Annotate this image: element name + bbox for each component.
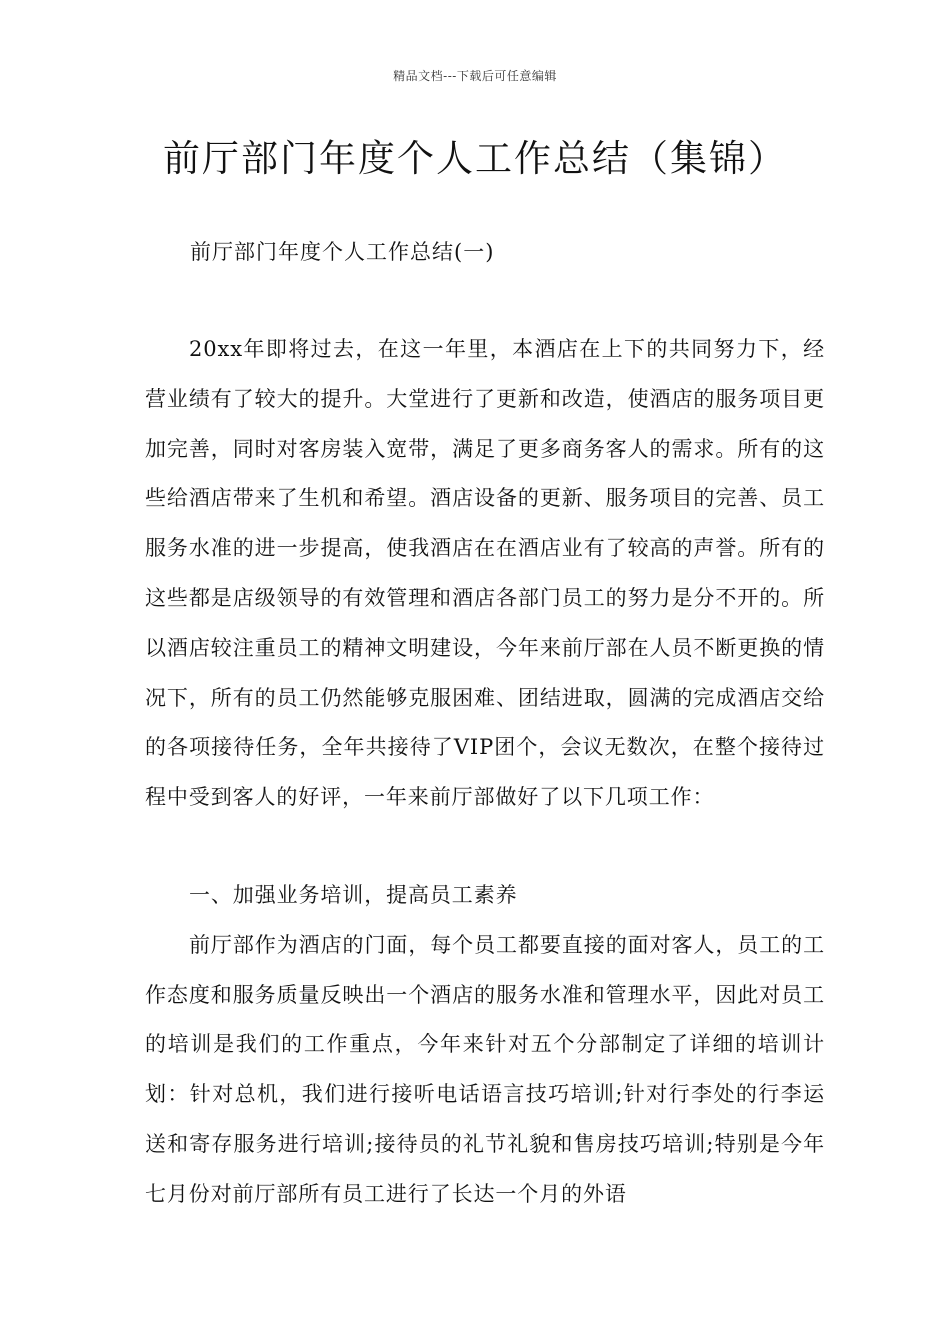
paragraph-heading-training: 一、加强业务培训，提高员工素养 (189, 883, 518, 907)
header-note: 精品文档---下载后可任意编辑 (393, 69, 557, 83)
paragraph-intro: 20xx年即将过去，在这一年里，本酒店在上下的共同努力下，经营业绩有了较大的提升。大堂进行了更新和改造，使酒店的服务项目更加完善，同时对客房装入宽带，满足了更多商务客人的需求。所有的这些给酒店带来了生机和希望。酒店设备的更新、服务项目的完善、员工服务水准的进一步提高，使我酒店在在酒店业有了较高的声誉。所有的这些都是店级领导的有效管理和酒店各部门员工的努力是分不开的。所以酒店较注重员工的精神文明建设，今年来前厅部在人员不断更换的情况下，所有的员工仍然能够克服困难、团结进取，圆满的完成酒店交给的各项接待任务，全年共接待了VIP团个，会议无数次，在整个接待过程中受到客人的好评，一年来前厅部做好了以下几项工作： (145, 337, 825, 810)
body-section-2 (145, 871, 825, 1220)
body-section-1 (145, 325, 825, 823)
paragraph-training: 前厅部作为酒店的门面，每个员工都要直接的面对客人，员工的工作态度和服务质量反映出一个酒店的服务水准和管理水平，因此对员工的培训是我们的工作重点，今年来针对五个分部制定了详细的培训计划：针对总机，我们进行接听电话语言技巧培训;针对行李处的行李运送和寄存服务进行培训;接待员的礼节礼貌和售房技巧培训;特别是今年七月份对前厅部所有员工进行了长达一个月的外语 (145, 932, 825, 1206)
section-subtitle: 前厅部门年度个人工作总结(一) (190, 240, 495, 264)
document-title: 前厅部门年度个人工作总结（集锦） (163, 137, 787, 180)
